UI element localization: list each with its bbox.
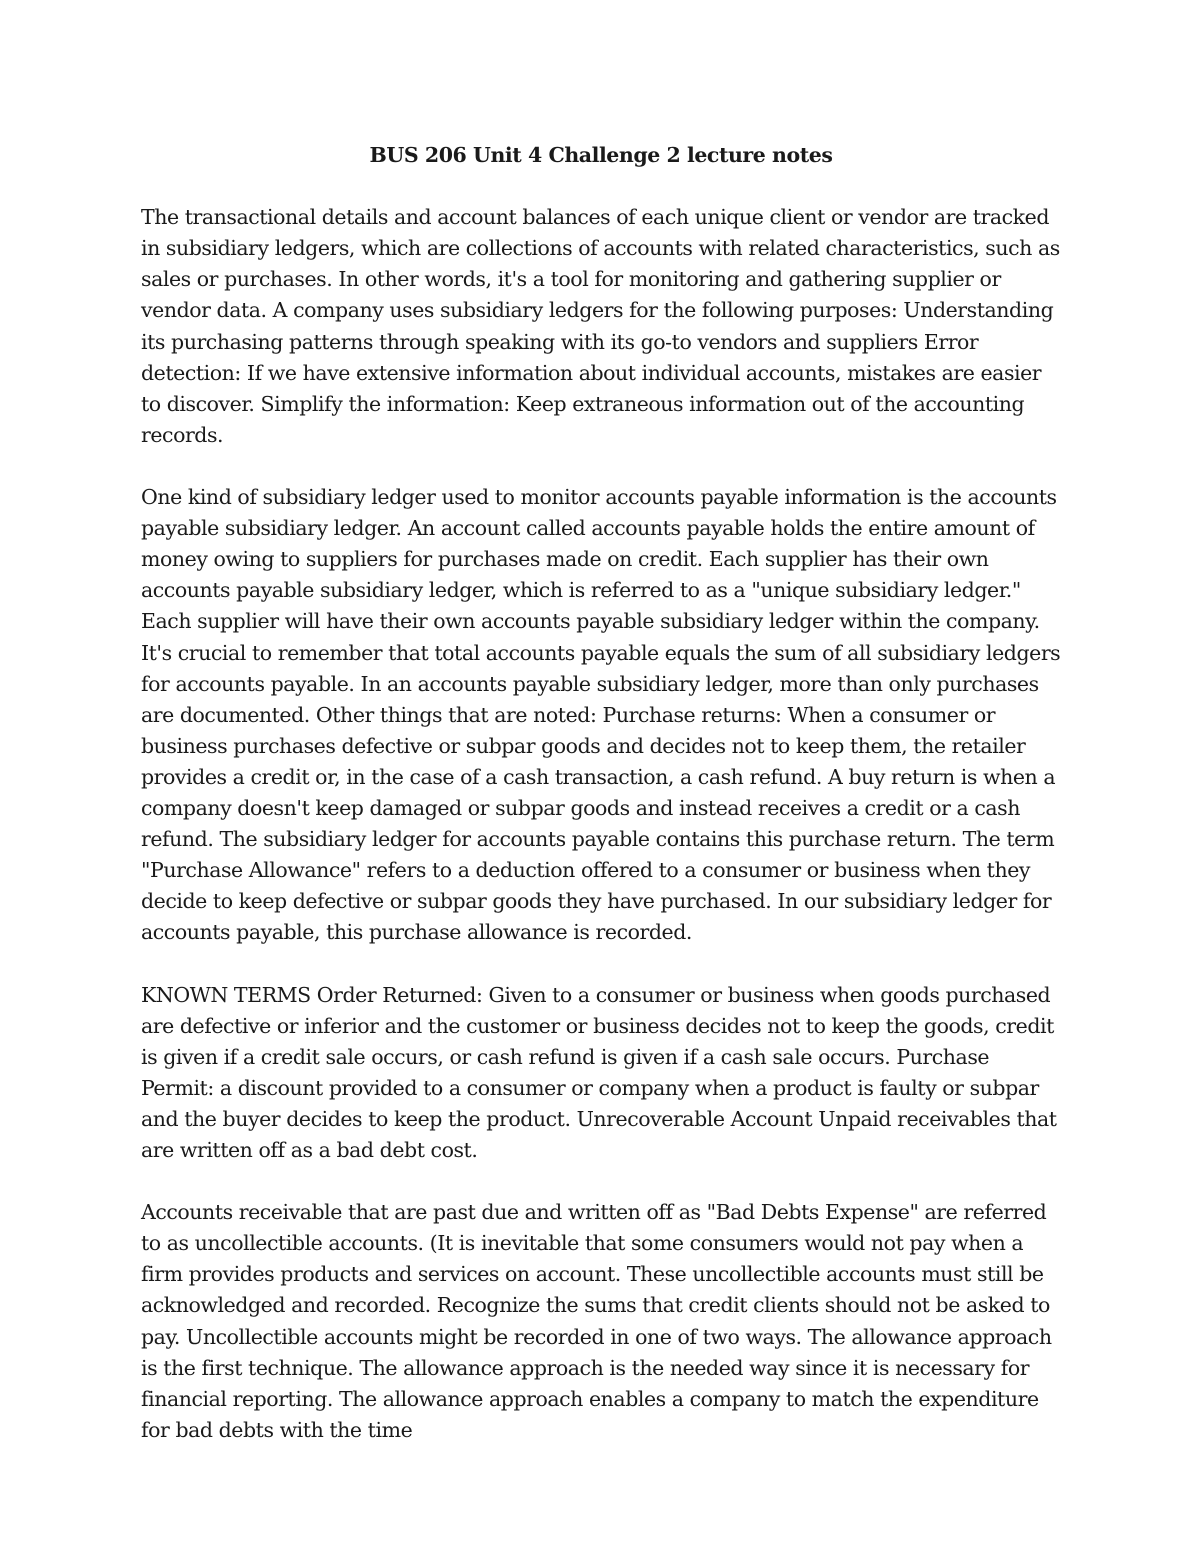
paragraph-uncollectible-accounts: Accounts receivable that are past due and written off as "Bad Debts Expense" are referred to as uncollectible accounts. (It is inevitable that some consumers would not pay when a firm provides products and services on account. These uncollectible accounts must still be acknowledged and recorded. Recognize the sums that credit clients should not be asked to pay. Uncollectible accounts might be recorded in one of two ways. The allowance approach is the first technique. The allowance approach is the needed way since it is necessary for financial reporting. The allowance approach enables a company to match the expenditure for bad debts with the time xyxy=(141,1200,1052,1442)
paragraph-subsidiary-ledgers: The transactional details and account balances of each unique client or vendor are tracked in subsidiary ledgers, which are collections of accounts with related characteristics, such as sales or purchases. In other words, it's a tool for monitoring and gathering supplier or vendor data. A company uses subsidiary ledgers for the following purposes: Understanding its purchasing patterns through speaking with its go-to vendors and suppliers Error detection: If we have extensive information about individual accounts, mistakes are easier to discover. Simplify the information: Keep extraneous information out of the accounting records. xyxy=(141,205,1060,447)
title-spacer xyxy=(141,171,1061,202)
paragraph-accounts-payable: One kind of subsidiary ledger used to monitor accounts payable information is the accounts payable subsidiary ledger. An account called accounts payable holds the entire amount of money owing to suppliers for purchases made on credit. Each supplier has their own accounts payable subsidiary ledger, which is referred to as a "unique subsidiary ledger." Each supplier will have their own accounts payable subsidiary ledger within the company. It's crucial to remember that total accounts payable equals the sum of all subsidiary ledgers for accounts payable. In an accounts payable subsidiary ledger, more than only purchases are documented. Other things that are noted: Purchase returns: When a consumer or business purchases defective or subpar goods and decides not to keep them, the retailer provides a credit or, in the case of a cash transaction, a cash refund. A buy return is when a company doesn't keep damaged or subpar goods and instead receives a credit or a cash refund. The subsidiary ledger for accounts payable contains this purchase return. The term "Purchase Allowance" refers to a deduction offered to a consumer or business when they decide to keep defective or subpar goods they have purchased. In our subsidiary ledger for accounts payable, this purchase allowance is recorded. xyxy=(141,485,1061,945)
paragraph-known-terms: KNOWN TERMS Order Returned: Given to a consumer or business when goods purchased are defective or inferior and the customer or business decides not to keep the goods, credit is given if a credit sale occurs, or cash refund is given if a cash sale occurs. Purchase Permit: a discount provided to a consumer or company when a product is faulty or subpar and the buyer decides to keep the product. Unrecoverable Account Unpaid receivables that are written off as a bad debt cost. xyxy=(141,982,1057,1162)
document-body xyxy=(141,140,1061,1446)
document-title: BUS 206 Unit 4 Challenge 2 lecture notes xyxy=(369,143,833,167)
